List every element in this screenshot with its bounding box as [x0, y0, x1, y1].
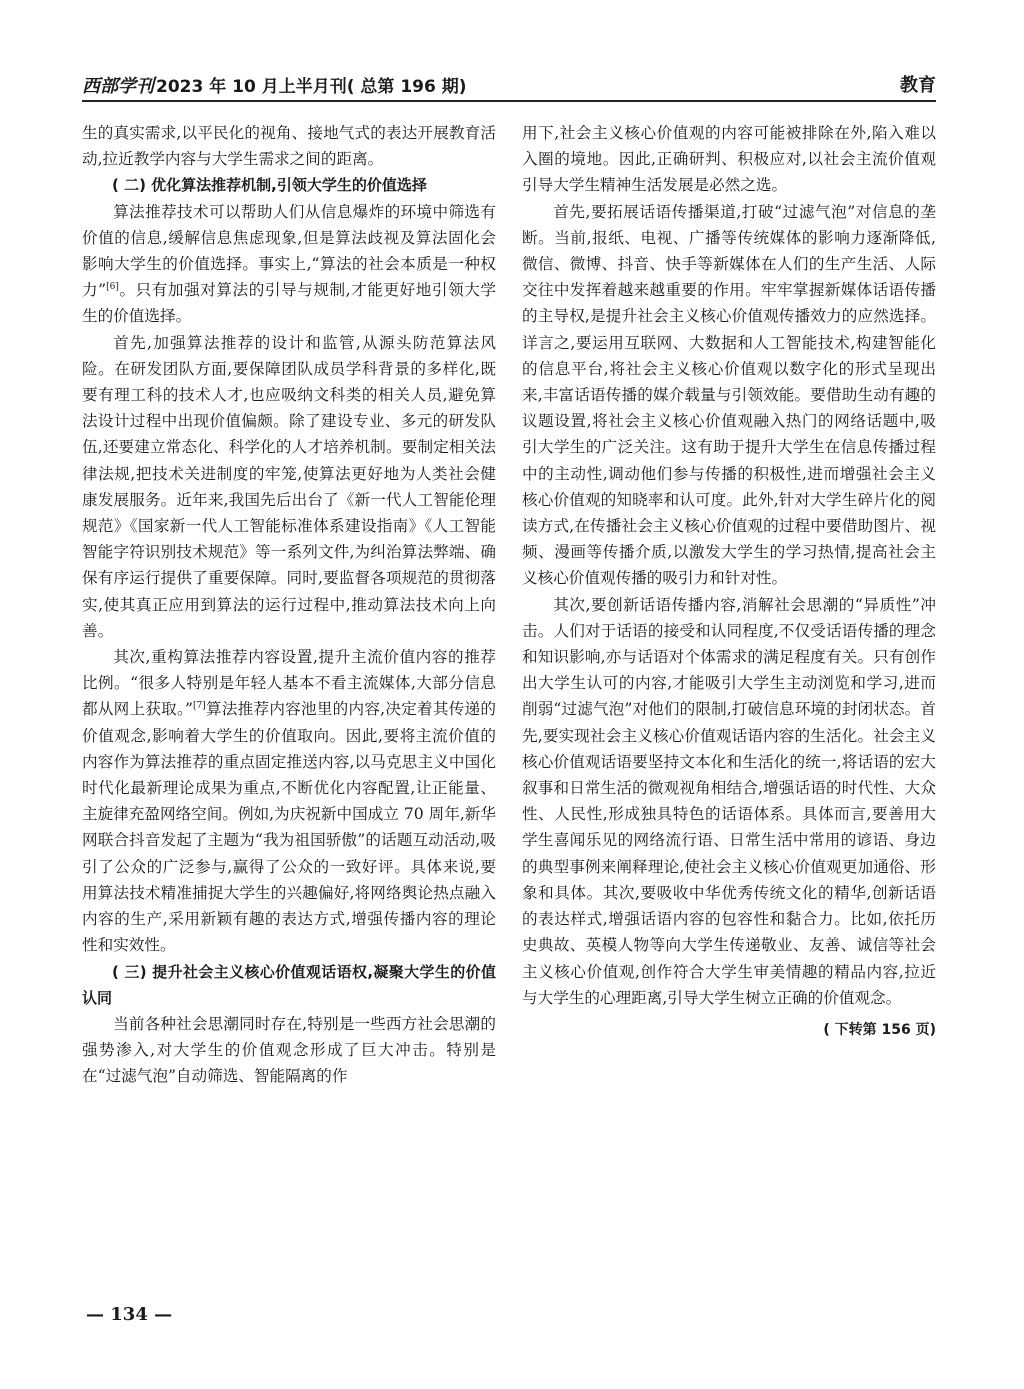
paragraph: 用下,社会主义核心价值观的内容可能被排除在外,陷入难以入圈的境地。因此,正确研判、积极应对,以社会主流价值观引导大学生精神生活发展是必然之选。 [522, 124, 936, 195]
page-number: — 134 — [86, 1304, 173, 1325]
paragraph: 其次,要创新话语传播内容,消解社会思潮的“异质性”冲击。人们对于话语的接受和认同程度,不仅受话语传播的理念和知识影响,亦与话语对个体需求的满足程度有关。只有创作出大学生认可的内容,才能吸引大学生主动浏览和学习,进而削弱“过滤气泡”对他们的限制,打破信息环境的封闭状态。首先,要实现社会主义核心价值观话语内容的生活化。社会主义核心价值观话语要坚持文本化和生活化的统一,将话语的宏大叙事和日常生活的微观视角相结合,增强话语的时代性、大众性、人民性,形成独具特色的话语体系。具体而言,要善用大学生喜闻乐见的网络流行语、日常生活中常用的谚语、身边的典型事例来阐释理论,使社会主义核心价值观更加通俗、形象和具体。其次,要吸收中华优秀传统文化的精华,创新话语的表达样式,增强话语内容的包容性和黏合力。比如,依托历史典故、英模人物等向大学生传递敬业、友善、诚信等社会主义核心价值观,创作符合大学生审美情趣的精品内容,拉近与大学生的心理距离,引导大学生树立正确的价值观念。 [522, 595, 936, 1007]
paragraph-text: 算法推荐内容池里的内容,决定着其传递的价值观念,影响着大学生的价值取向。因此,要将主流价值的内容作为算法推荐的重点固定推送内容,以马克思主义中国化时代化最新理论成果为重点,不断优化内容配置,让正能量、主旋律充盈网络空间。例如,为庆祝新中国成立 70 周年,新华网联合抖音发起了主题为“我为祖国骄傲”的话题互动活动,吸引了公众的广泛参与,赢得了公众的一致好评。具体来说,要用算法技术精准捕捉大学生的兴趣偏好,将网络舆论热点融入内容的生产,采用新颖有趣的表达方式,增强传播内容的理论性和实效性。 [82, 700, 496, 955]
journal-masthead [82, 72, 467, 98]
paragraph [82, 199, 496, 330]
continued-note: ( 下转第 156 页) [823, 1021, 936, 1038]
citation-ref: [6] [106, 282, 119, 293]
paragraph: 当前各种社会思潮同时存在,特别是一些西方社会思潮的强势渗入,对大学生的价值观念形成了巨大冲击。特别是在“过滤气泡”自动筛选、智能隔离的作 [82, 1014, 496, 1086]
issue-info: 2023 年 10 月上半月刊( 总第 196 期) [156, 77, 467, 97]
paragraph [82, 644, 496, 958]
section-label: 教育 [900, 75, 936, 96]
running-header [82, 66, 936, 102]
section-heading: ( 三) 提升社会主义核心价值观话语权,凝聚大学生的价值认同 [82, 962, 496, 1007]
paragraph-text: 。只有加强对算法的引导与规制,才能更好地引领大学生的价值选择。 [82, 281, 496, 326]
section-heading: ( 二) 优化算法推荐机制,引领大学生的价值选择 [112, 176, 427, 195]
paragraph-text: 算法推荐技术可以帮助人们从信息爆炸的环境中筛选有价值的信息,缓解信息焦虑现象,但是算法歧视及算法固化会影响大学生的价值选择。事实上,“算法的社会本质是一种权力” [82, 202, 496, 300]
paragraph: 首先,加强算法推荐的设计和监管,从源头防范算法风险。在研发团队方面,要保障团队成员学科背景的多样化,既要有理工科的技术人才,也应吸纳文科类的相关人员,避免算法设计过程中出现价值偏颇。除了建设专业、多元的研发队伍,还要建立常态化、科学化的人才培养机制。要制定相关法律法规,把技术关进制度的牢笼,使算法更好地为人类社会健康发展服务。近年来,我国先后出台了《新一代人工智能伦理规范》《国家新一代人工智能标准体系建设指南》《人工智能智能字符识别技术规范》等一系列文件,为纠治算法弊端、确保有序运行提供了重要保障。同时,要监督各项规范的贯彻落实,使其真正应用到算法的运行过程中,推动算法技术向上向善。 [82, 333, 496, 640]
journal-logo: 西部学刊 [82, 76, 154, 97]
paragraph: 生的真实需求,以平民化的视角、接地气式的表达开展教育活动,拉近教学内容与大学生需求之间的距离。 [82, 124, 496, 169]
right-column [522, 120, 936, 1043]
left-column [82, 120, 496, 1090]
paragraph-text: 其次,重构算法推荐内容设置,提升主流价值内容的推荐比例。“很多人特别是年轻人基本不看主流媒体,大部分信息都从网上获取。” [82, 648, 496, 719]
paragraph: 首先,要拓展话语传播渠道,打破“过滤气泡”对信息的垄断。当前,报纸、电视、广播等传统媒体的影响力逐渐降低,微信、微博、抖音、快手等新媒体在人们的生产生活、人际交往中发挥着越来越重要的作用。牢牢掌握新媒体话语传播的主导权,是提升社会主义核心价值观传播效力的应然选择。详言之,要运用互联网、大数据和人工智能技术,构建智能化的信息平台,将社会主义核心价值观以数字化的形式呈现出来,丰富话语传播的媒介载量与引领效能。要借助生动有趣的议题设置,将社会主义核心价值观融入热门的网络话题中,吸引大学生的广泛关注。这有助于提升大学生在信息传播过程中的主动性,调动他们参与传播的积极性,进而增强社会主义核心价值观的知晓率和认可度。此外,针对大学生碎片化的阅读方式,在传播社会主义核心价值观的过程中要借助图片、视频、漫画等传播介质,以激发大学生的学习热情,提高社会主义核心价值观传播的吸引力和针对性。 [522, 202, 936, 588]
citation-ref: [7] [193, 701, 206, 712]
